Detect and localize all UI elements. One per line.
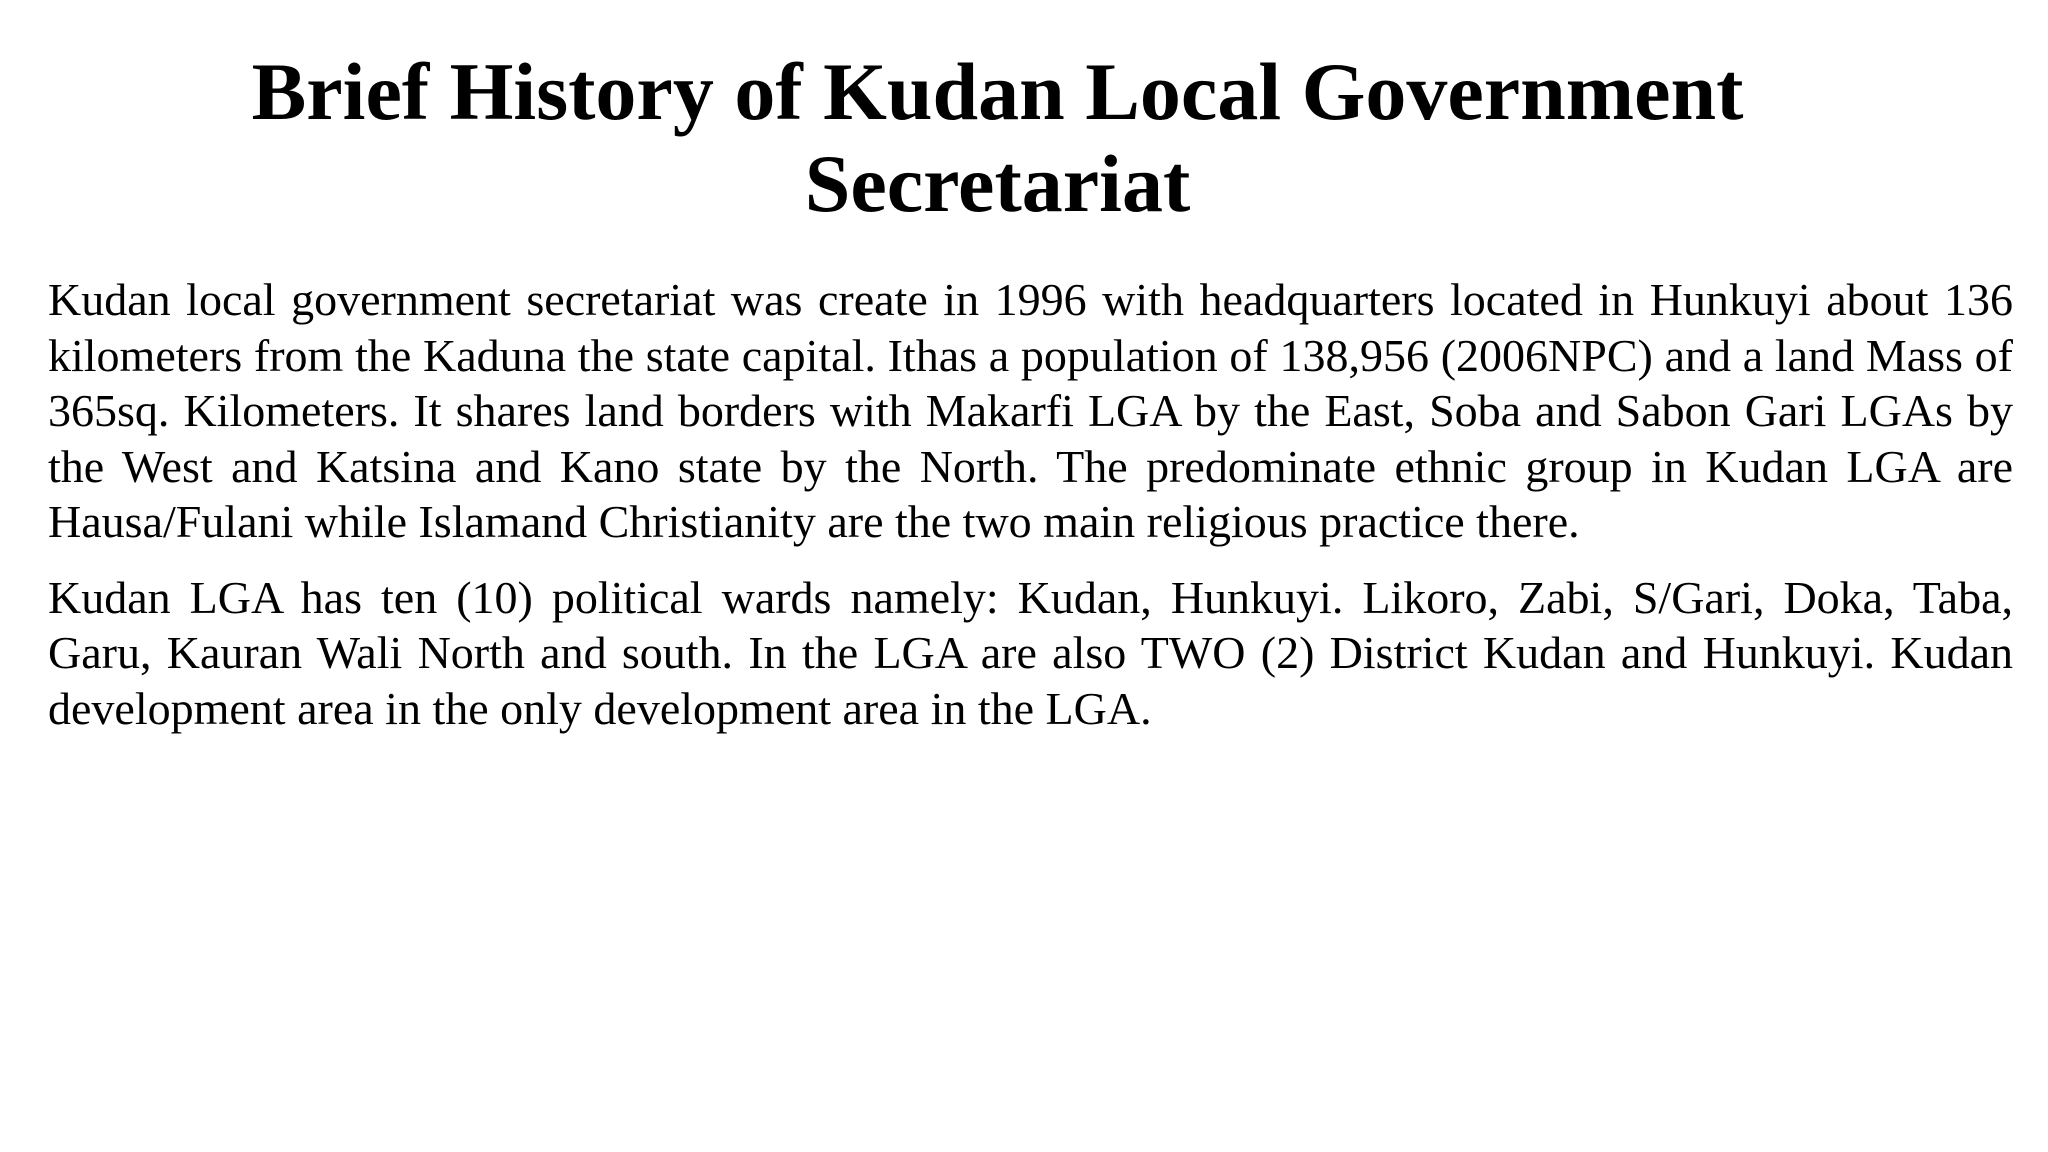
slide-body [48, 272, 2013, 756]
paragraph-wards: Kudan LGA has ten (10) political wards namely: Kudan, Hunkuyi. Likoro, Zabi, S/Gari, Doka, Taba, Garu, Kauran Wali North and south. In the LGA are also TWO (2) District Kudan and Hunkuyi. Kudan development area in the only development area in the LGA. [48, 571, 2013, 734]
slide-title: Brief History of Kudan Local Government Secretariat [251, 46, 1744, 229]
paragraph-history: Kudan local government secretariat was create in 1996 with headquarters located in Hunkuyi about 136 kilometers from the Kaduna the state capital. Ithas a population of 138,956 (2006NPC) and a land Mass of 365sq. Kilometers. It shares land borders with Makarfi LGA by the East, Soba and Sabon Gari LGAs by the West and Katsina and Kano state by the North. The predominate ethnic group in Kudan LGA are Hausa/Fulani while Islamand Christianity are the two main religious practice there. [48, 274, 2013, 547]
